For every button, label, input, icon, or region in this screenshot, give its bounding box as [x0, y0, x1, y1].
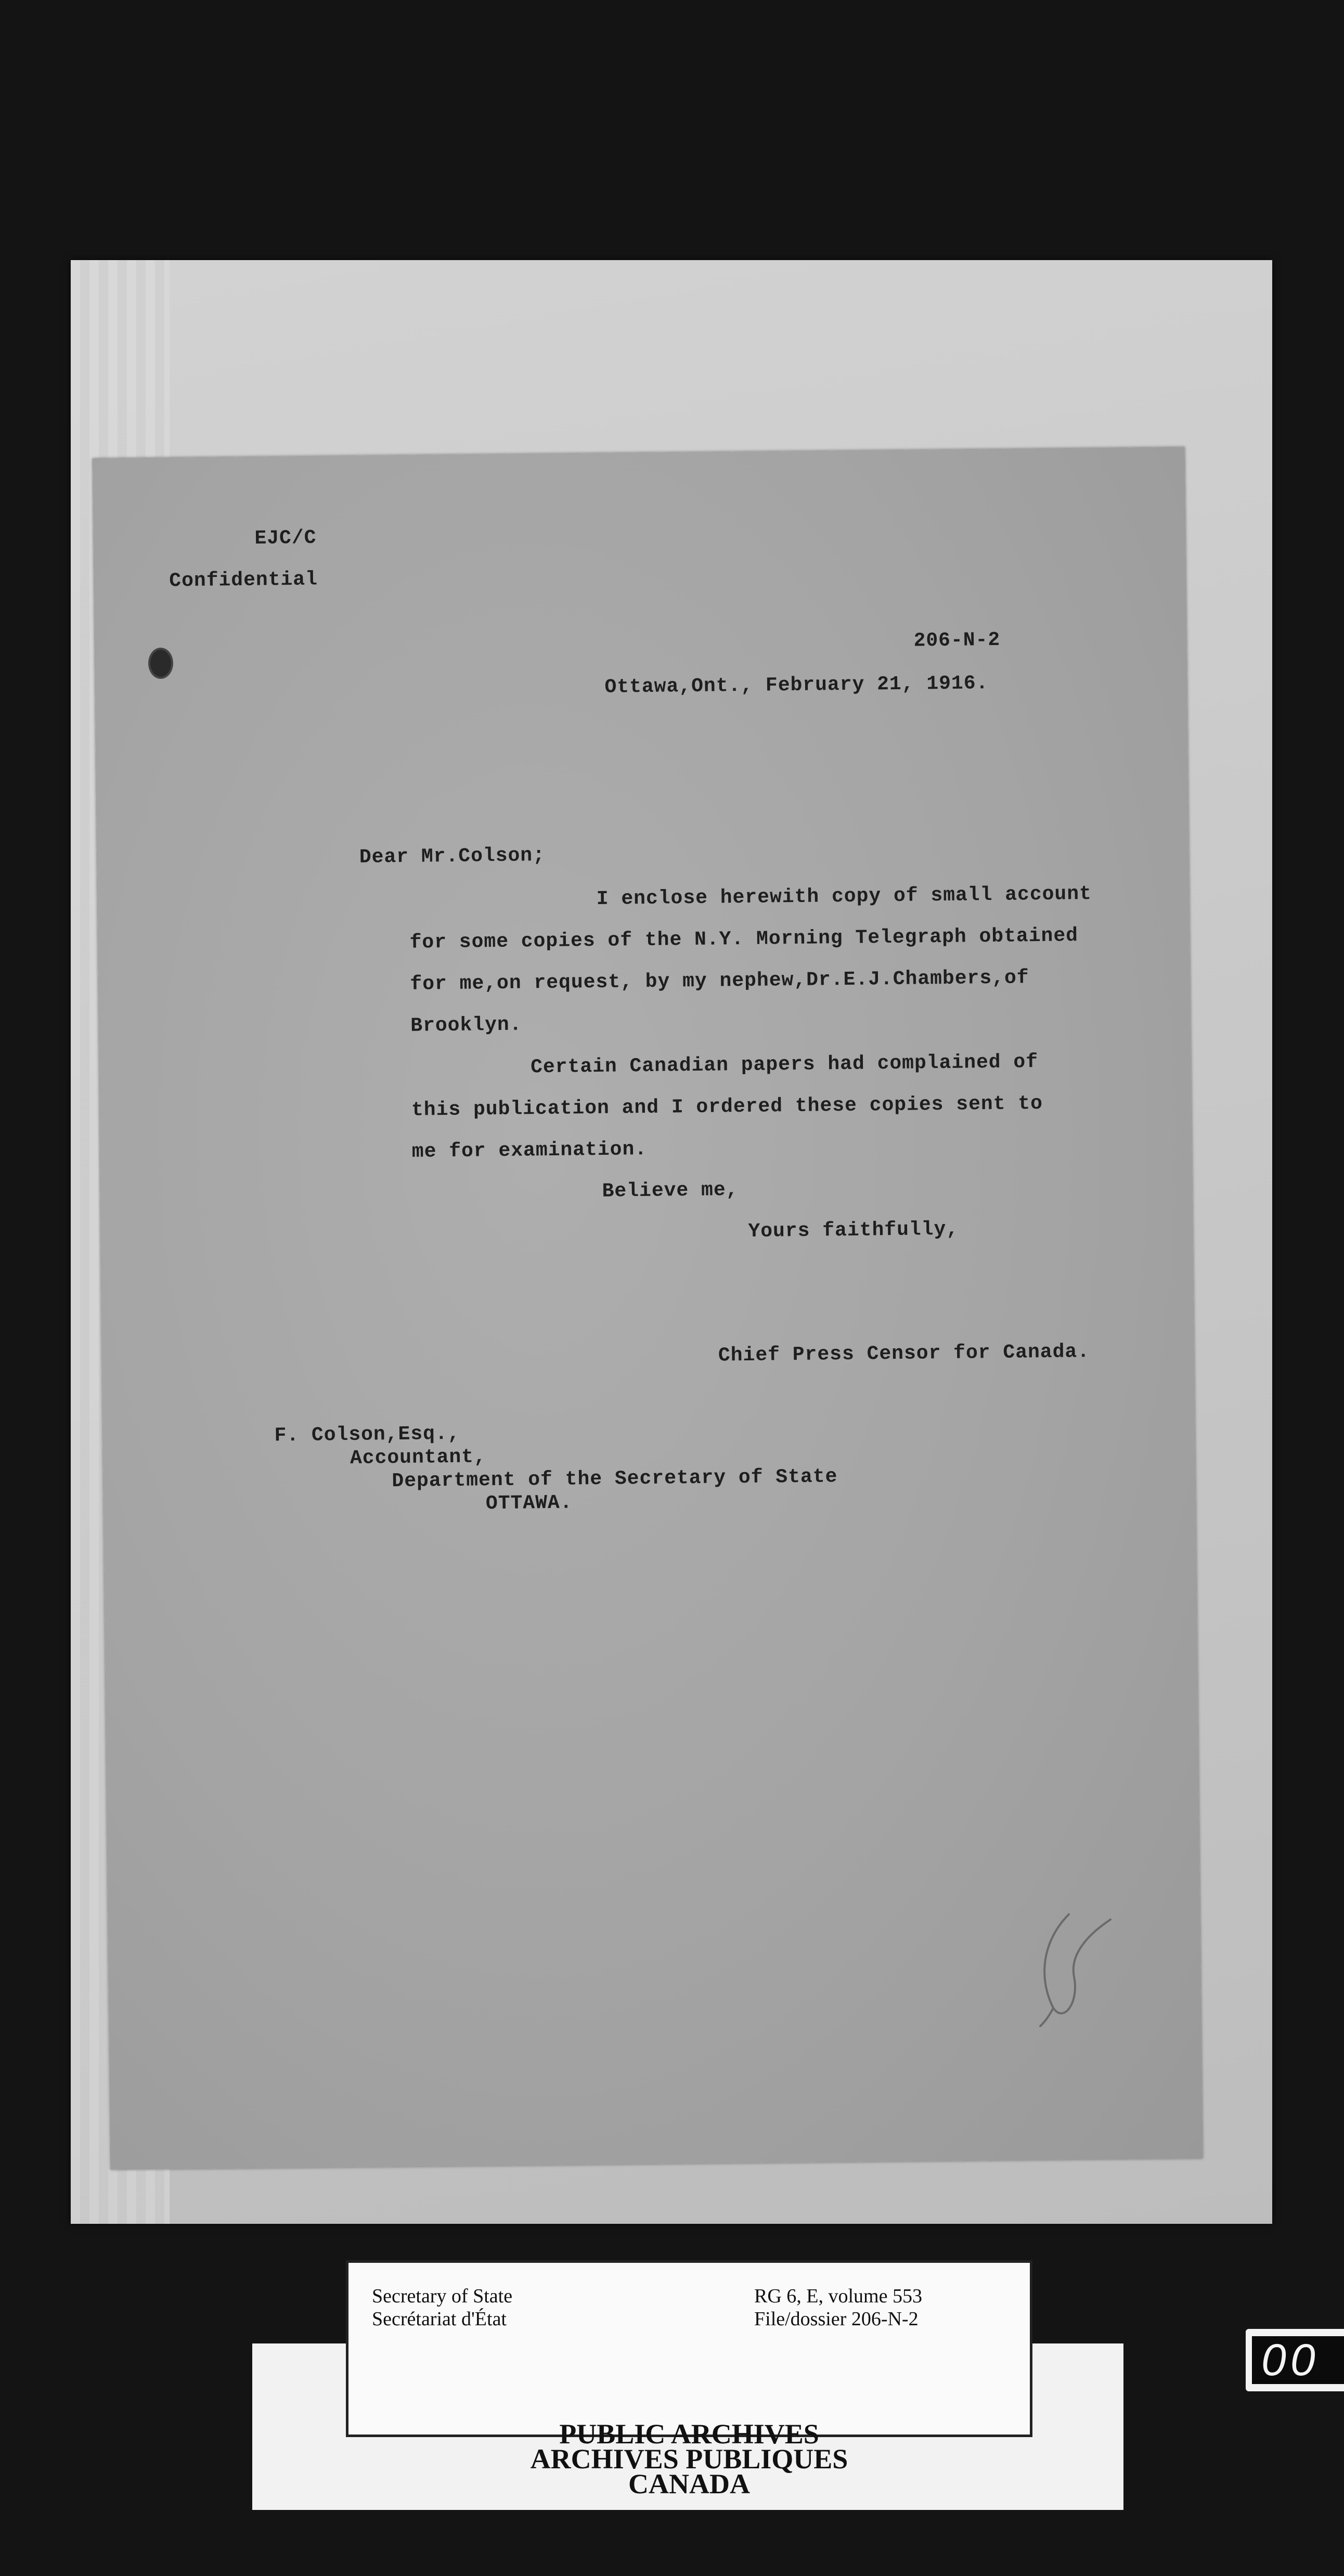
recipient-line: Accountant, [350, 1446, 487, 1470]
salutation: Dear Mr.Colson; [359, 844, 546, 869]
classification: Confidential [169, 568, 318, 593]
label-rg-volume: RG 6, E, volume 553 [754, 2285, 922, 2307]
stamp-line-en: PUBLIC ARCHIVES [559, 2418, 819, 2450]
stamp-line-fr: ARCHIVES PUBLIQUES [530, 2443, 848, 2475]
signature-title: Chief Press Censor for Canada. [718, 1341, 1090, 1367]
recipient-line: Department of the Secretary of State [392, 1465, 838, 1493]
body-line: I enclose herewith copy of small account [596, 883, 1092, 910]
place-date: Ottawa,Ont., February 21, 1916. [604, 672, 989, 699]
label-file-dossier: File/dossier 206-N-2 [754, 2308, 919, 2330]
recipient-line: OTTAWA. [485, 1491, 573, 1515]
closing-believe: Believe me, [602, 1179, 739, 1203]
frame-counter-value: 00 [1252, 2336, 1344, 2384]
body-line: this publication and I ordered these copies sent to [411, 1092, 1043, 1122]
body-line: for me,on request, by my nephew,Dr.E.J.Chambers,of [410, 967, 1029, 996]
label-dept-fr: Secrétariat d'État [372, 2308, 507, 2330]
pencil-mark [1032, 1899, 1131, 2029]
body-line: Certain Canadian papers had complained of [530, 1051, 1039, 1079]
public-archives-stamp [364, 2418, 1014, 2500]
closing-yours: Yours faithfully, [748, 1218, 959, 1243]
archive-reference-label [346, 2260, 1032, 2437]
file-number: 206-N-2 [913, 628, 1001, 652]
recipient-line: F. Colson,Esq., [274, 1422, 460, 1447]
body-line: for some copies of the N.Y. Morning Telegraph obtained [409, 924, 1079, 954]
ref-code: EJC/C [254, 526, 317, 550]
punch-hole [148, 648, 173, 679]
frame-counter [1246, 2329, 1344, 2391]
stamp-line-country: CANADA [628, 2468, 750, 2500]
body-line: Brooklyn. [410, 1013, 522, 1037]
body-line: me for examination. [411, 1138, 648, 1163]
label-dept-en: Secretary of State [372, 2285, 513, 2307]
